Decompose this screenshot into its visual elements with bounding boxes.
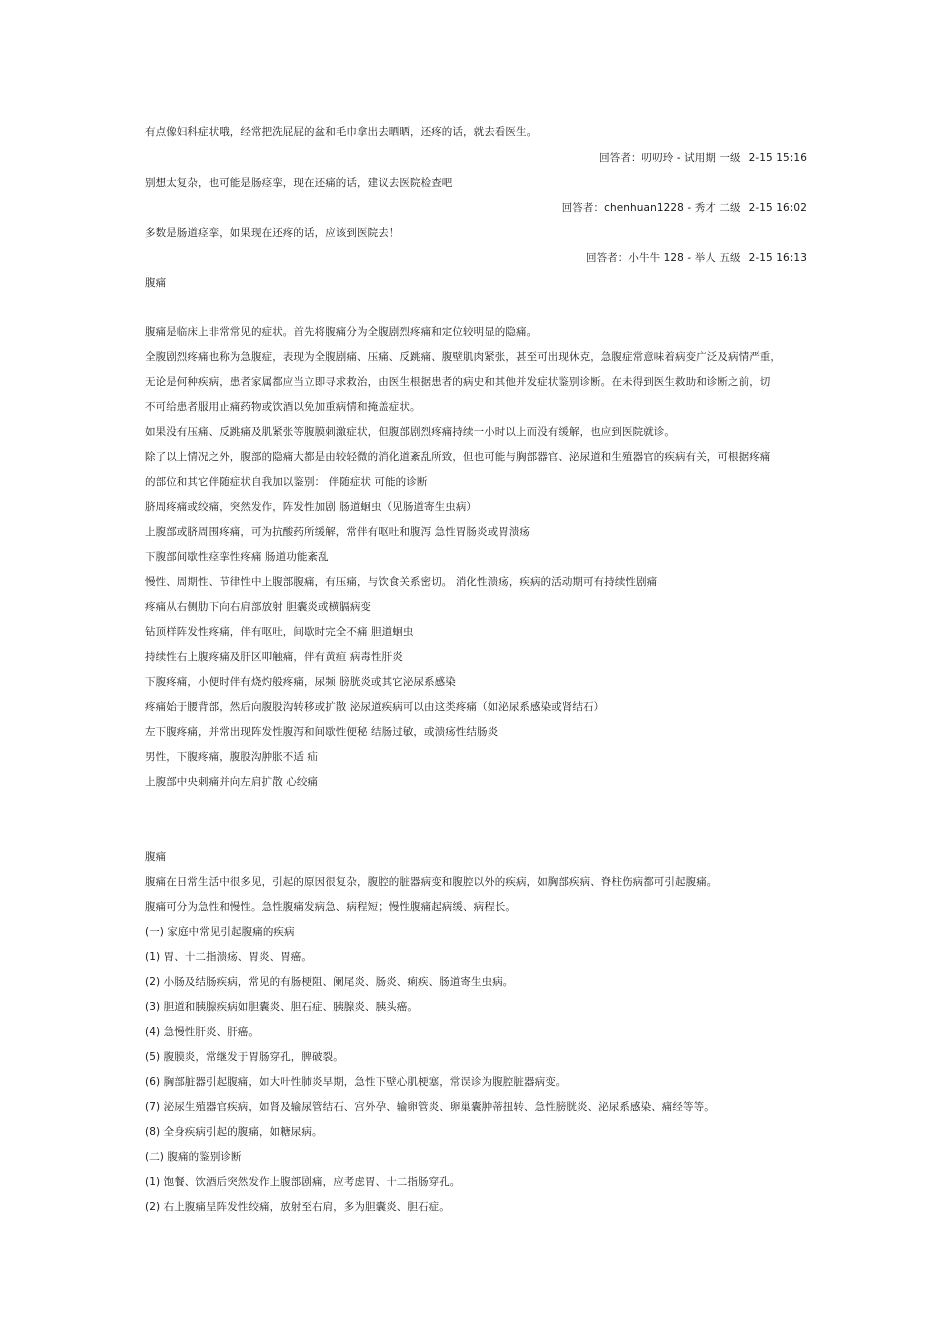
answer-3-text: 多数是肠道痉挛，如果现在还疼的话，应该到医院去！ [145, 227, 400, 239]
section-1-line: 不可给患者服用止痛药物或饮酒以免加重病情和掩盖症状。 [145, 401, 421, 413]
section-1-line: 钻顶样阵发性疼痛，伴有呕吐，间歇时完全不痛 胆道蛔虫 [145, 626, 414, 638]
answer-1-text: 有点像妇科症状哦，经常把洗屁屁的盆和毛巾拿出去晒晒，还疼的话，就去看医生。 [145, 126, 538, 138]
section-1-line: 脐周疼痛或绞痛，突然发作，阵发性加剧 肠道蛔虫（见肠道寄生虫病） [145, 501, 478, 513]
section-1-line: 上腹部或脐周围疼痛，可为抗酸药所缓解，常伴有呕吐和腹泻 急性胃肠炎或胃溃疡 [145, 526, 531, 538]
section-1-line: 上腹部中央刺痛并向左肩扩散 心绞痛 [145, 776, 319, 788]
section-1-line: 慢性、周期性、节律性中上腹部腹痛，有压痛，与饮食关系密切。 消化性溃疡，疾病的活动期可有持续性剧痛 [145, 576, 658, 588]
section-1-line: 无论是何种疾病，患者家属都应当立即寻求救治，由医生根据患者的病史和其他并发症状鉴别诊断。在未得到医生救助和诊断之前，切 [145, 376, 771, 388]
section-1-line: 除了以上情况之外，腹部的隐痛大都是由较轻微的消化道紊乱所致，但也可能与胸部器官、泌尿道和生殖器官的疾病有关，可根据疼痛 [145, 451, 771, 463]
section-1-line: 的部位和其它伴随症状自我加以鉴别： 伴随症状 可能的诊断 [145, 476, 428, 488]
section-2-line: (3) 胆道和胰腺疾病如胆囊炎、胆石症、胰腺炎、胰头癌。 [145, 1001, 419, 1013]
answer-1-author: 回答者：叨叨玲 - 试用期 一级 [599, 152, 741, 164]
answer-2-text: 别想太复杂，也可能是肠痉挛，现在还痛的话，建议去医院检查吧 [145, 177, 453, 189]
section-1-line: 腹痛是临床上非常常见的症状。首先将腹痛分为全腹剧烈疼痛和定位较明显的隐痛。 [145, 326, 538, 338]
answer-2-meta [145, 201, 807, 215]
section-2-line: (8) 全身疾病引起的腹痛，如糖尿病。 [145, 1126, 323, 1138]
section-2-line: (2) 右上腹痛呈阵发性绞痛，放射至右肩，多为胆囊炎、胆石症。 [145, 1201, 450, 1213]
answer-1-time: 2-15 15:16 [748, 152, 807, 164]
section-2-line: (5) 腹膜炎，常继发于胃肠穿孔，脾破裂。 [145, 1051, 344, 1063]
section-2-line: (6) 胸部脏器引起腹痛，如大叶性肺炎早期，急性下壁心肌梗塞，常误诊为腹腔脏器病变。 [145, 1076, 567, 1088]
section-1-line: 下腹疼痛，小便时伴有烧灼般疼痛，尿频 膀胱炎或其它泌尿系感染 [145, 676, 456, 688]
section-2-line: (1) 饱餐、饮酒后突然发作上腹部剧痛，应考虑胃、十二指肠穿孔。 [145, 1176, 461, 1188]
section-2-line: (2) 小肠及结肠疾病，常见的有肠梗阻、阑尾炎、肠炎、痢疾、肠道寄生虫病。 [145, 976, 514, 988]
section-1-line: 持续性右上腹疼痛及肝区叩触痛，伴有黄疸 病毒性肝炎 [145, 651, 403, 663]
section-1-line: 下腹部间歇性痉挛性疼痛 肠道功能紊乱 [145, 551, 329, 563]
section-2-line: (7) 泌尿生殖器官疾病，如肾及输尿管结石、宫外孕、输卵管炎、卵巢囊肿蒂扭转、急性膀胱炎、泌尿系感染、痛经等等。 [145, 1101, 715, 1113]
section-2-line: (4) 急慢性肝炎、肝癌。 [145, 1026, 260, 1038]
section-2-line: (一) 家庭中常见引起腹痛的疾病 [145, 926, 295, 938]
answer-2-author: 回答者：chenhuan1228 - 秀才 二级 [561, 202, 741, 214]
answer-1-meta [145, 151, 807, 165]
section-1-line: 全腹剧烈疼痛也称为急腹症，表现为全腹剧痛、压痛、反跳痛、腹壁肌肉紧张，甚至可出现休克，急腹症常意味着病变广泛及病情严重， [145, 351, 781, 363]
section-1-line: 如果没有压痛、反跳痛及肌紧张等腹膜刺激症状，但腹部剧烈疼痛持续一小时以上而没有缓解，也应到医院就诊。 [145, 426, 675, 438]
section-2-line: (1) 胃、十二指溃疡、胃炎、胃癌。 [145, 951, 313, 963]
section-1-line: 疼痛始于腰背部，然后向腹股沟转移或扩散 泌尿道疾病可以由这类疼痛（如泌尿系感染或肾结石） [145, 701, 605, 713]
section-1-title: 腹痛 [145, 277, 167, 289]
section-2-title: 腹痛 [145, 851, 167, 863]
answer-3-author: 回答者：小牛牛 128 - 举人 五级 [585, 252, 741, 264]
section-2-line: 腹痛可分为急性和慢性。急性腹痛发病急、病程短；慢性腹痛起病缓、病程长。 [145, 901, 516, 913]
section-2-line: 腹痛在日常生活中很多见，引起的原因很复杂，腹腔的脏器病变和腹腔以外的疾病，如胸部疾病、脊柱伤病都可引起腹痛。 [145, 876, 718, 888]
section-1-line: 男性，下腹疼痛，腹股沟肿胀不适 疝 [145, 751, 319, 763]
section-1-line: 左下腹疼痛，并常出现阵发性腹泻和间歇性便秘 结肠过敏，或溃疡性结肠炎 [145, 726, 499, 738]
answer-3-time: 2-15 16:13 [748, 252, 807, 264]
answer-3-meta [145, 251, 807, 265]
section-2-line: (二) 腹痛的鉴别诊断 [145, 1151, 242, 1163]
answer-2-time: 2-15 16:02 [748, 202, 807, 214]
section-1-line: 疼痛从右侧肋下向右肩部放射 胆囊炎或横膈病变 [145, 601, 372, 613]
